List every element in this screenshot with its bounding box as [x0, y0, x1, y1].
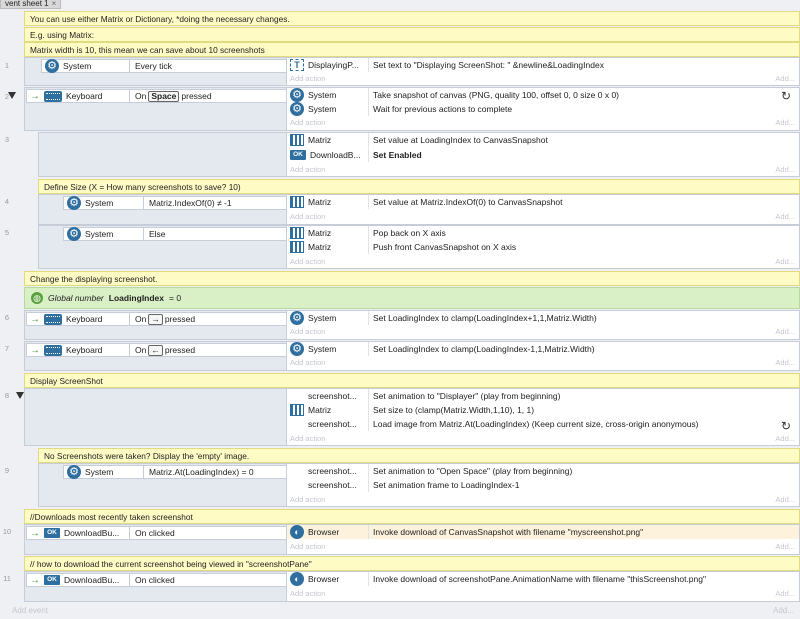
event-number: 6	[4, 313, 10, 322]
event-4[interactable]	[38, 194, 800, 225]
comment[interactable]: // how to download the current screenshot being viewed in "screenshotPane"	[24, 556, 800, 571]
condition-row[interactable]: ⚙ System Else	[63, 227, 287, 241]
event-10[interactable]	[24, 524, 800, 555]
add-more-link[interactable]: Add...	[773, 606, 794, 615]
sprite-icon	[290, 479, 304, 491]
action-row[interactable]: Matriz Pop back on X axis	[287, 226, 446, 240]
browser-icon: ◐	[290, 525, 304, 539]
tab-label: vent sheet 1	[5, 0, 49, 8]
trigger-arrow-icon: →	[30, 527, 40, 539]
condition-object: System	[63, 61, 92, 71]
event-6[interactable]	[24, 310, 800, 340]
trigger-arrow-icon: →	[30, 574, 40, 586]
comment[interactable]: E.g. using Matrix:	[24, 27, 800, 42]
condition-row[interactable]: → Keyboard On ← pressed	[26, 343, 287, 357]
event-number: 8	[4, 391, 10, 400]
add-action-link[interactable]: Add action Add...	[290, 118, 795, 127]
add-action-link[interactable]: Add action Add...	[290, 165, 795, 174]
condition-row[interactable]: → OK DownloadBu... On clicked	[26, 526, 287, 540]
system-gear-icon: ⚙	[45, 59, 59, 73]
trigger-arrow-icon: →	[30, 344, 40, 356]
system-gear-icon: ⚙	[67, 465, 81, 479]
action-row[interactable]: screenshot... Load image from Matriz.At(LoadingIndex) (Keep current size, cross-origin anonymous)	[287, 417, 699, 431]
action-text: Set text to "Displaying ScreenShot: " &newline&LoadingIndex	[373, 60, 604, 70]
action-row[interactable]: ⚙ System Set LoadingIndex to clamp(LoadingIndex-1,1,Matriz.Width)	[287, 342, 595, 356]
event-number: 9	[4, 466, 10, 475]
async-icon: ↻	[781, 419, 792, 433]
condition-row[interactable]	[41, 59, 287, 73]
action-row[interactable]: Matriz Set size to (clamp(Matriz.Width,1,10), 1, 1)	[287, 403, 534, 417]
action-row[interactable]: screenshot... Set animation to "Open Space" (play from beginning)	[287, 464, 572, 478]
sprite-icon	[290, 465, 304, 477]
matrix-grid-icon	[290, 404, 304, 416]
right-arrow-key-icon: →	[148, 314, 163, 325]
event-number: 1	[4, 61, 10, 70]
event-number: 7	[4, 344, 10, 353]
event-8[interactable]	[24, 388, 800, 446]
action-row[interactable]: Matriz Set value at Matriz.IndexOf(0) to CanvasSnapshot	[287, 195, 562, 209]
condition-object: Keyboard	[66, 91, 103, 101]
matrix-grid-icon	[290, 134, 304, 146]
add-event-link[interactable]: Add event	[12, 606, 49, 615]
event-number: 4	[4, 197, 10, 206]
trigger-arrow-icon: →	[30, 90, 40, 102]
action-row[interactable]: ⚙ System Set LoadingIndex to clamp(LoadingIndex+1,1,Matriz.Width)	[287, 311, 597, 325]
left-arrow-key-icon: ←	[148, 345, 163, 356]
space-key-icon: Space	[148, 91, 179, 102]
event-1[interactable]	[24, 57, 800, 86]
comment[interactable]: Display ScreenShot	[24, 373, 800, 388]
event-number: 10	[2, 527, 12, 536]
comment[interactable]: No Screenshots were taken? Display the 'empty' image.	[38, 448, 800, 463]
comment[interactable]: Change the displaying screenshot.	[24, 271, 800, 286]
comment[interactable]: You can use either Matrix or Dictionary, *doing the necessary changes.	[24, 11, 800, 26]
comment[interactable]: Matrix width is 10, this mean we can save about 10 screenshots	[24, 42, 800, 57]
condition-text: Every tick	[135, 61, 172, 71]
event-3[interactable]	[38, 132, 800, 177]
keyboard-icon	[44, 314, 62, 325]
action-row[interactable]: screenshot... Set animation to "Displayer" (play from beginning)	[287, 389, 560, 403]
action-row[interactable]: OK DownloadB... Set Enabled	[287, 148, 422, 162]
matrix-grid-icon	[290, 196, 304, 208]
event-2[interactable]	[24, 87, 800, 131]
add-action-link[interactable]: Add action Add...	[290, 589, 795, 598]
global-variable-name: LoadingIndex	[108, 293, 165, 303]
collapse-triangle-icon[interactable]	[16, 392, 24, 399]
event-7[interactable]	[24, 341, 800, 371]
async-wait-icon: ↻	[781, 89, 792, 103]
action-row[interactable]: screenshot... Set animation frame to LoadingIndex-1	[287, 478, 519, 492]
system-gear-icon: ⚙	[67, 196, 81, 210]
condition-row[interactable]: → Keyboard On → pressed	[26, 312, 287, 326]
event-number: 2	[4, 92, 10, 101]
sprite-icon	[290, 418, 304, 430]
comment[interactable]: //Downloads most recently taken screenshot	[24, 509, 800, 524]
action-object: DisplayingP...	[308, 60, 359, 70]
global-variable-row[interactable]: ◍ Global number LoadingIndex = 0	[24, 287, 800, 309]
comment[interactable]: Define Size (X = How many screenshots to save? 10)	[38, 179, 800, 194]
action-row[interactable]	[287, 58, 604, 72]
action-row[interactable]: Matriz Set value at LoadingIndex to CanvasSnapshot	[287, 133, 548, 147]
tab-event-sheet[interactable]	[0, 0, 61, 9]
system-gear-icon: ⚙	[290, 311, 304, 325]
event-number: 5	[4, 228, 10, 237]
tab-close-icon[interactable]: ×	[51, 0, 57, 8]
add-action-link[interactable]: Add action Add...	[290, 212, 795, 221]
text-object-icon: T	[290, 59, 304, 71]
condition-row[interactable]: ⚙ System Matriz.IndexOf(0) ≠ -1	[63, 196, 287, 210]
action-row[interactable]: ◐ Browser Invoke download of screenshotPane.AnimationName with filename "thisScreenshot.png"	[287, 572, 706, 586]
event-9[interactable]	[38, 463, 800, 507]
condition-row[interactable]: ⚙ System Matriz.At(LoadingIndex) = 0	[63, 465, 287, 479]
event-number: 11	[3, 574, 11, 583]
add-action-link[interactable]: Add action Add...	[290, 495, 795, 504]
keyboard-icon	[44, 91, 62, 102]
add-action-link[interactable]: Add action Add...	[290, 358, 795, 367]
keyboard-icon	[44, 345, 62, 356]
globe-icon: ◍	[31, 292, 43, 304]
add-action-link[interactable]: Add action Add...	[290, 434, 795, 443]
condition-row[interactable]: → Keyboard On Space pressed	[26, 89, 287, 103]
event-5[interactable]	[38, 225, 800, 269]
add-action-link[interactable]: Add action Add...	[290, 257, 795, 266]
event-number: 3	[4, 135, 10, 144]
event-11[interactable]	[24, 571, 800, 602]
add-action-link[interactable]: Add action Add...	[290, 74, 795, 83]
browser-icon: ◐	[290, 572, 304, 586]
button-ok-icon: OK	[44, 528, 60, 538]
sprite-icon	[290, 390, 304, 402]
condition-row[interactable]: → OK DownloadBu... On clicked	[26, 573, 287, 587]
action-row[interactable]: Matriz Push front CanvasSnapshot on X axis	[287, 240, 516, 254]
trigger-arrow-icon: →	[30, 313, 40, 325]
action-row[interactable]: ⚙ System Take snapshot of canvas (PNG, quality 100, offset 0, 0 size 0 x 0)	[287, 88, 619, 102]
matrix-grid-icon	[290, 227, 304, 239]
system-gear-icon: ⚙	[67, 227, 81, 241]
add-action-link[interactable]: Add action Add...	[290, 542, 795, 551]
add-action-link[interactable]: Add action Add...	[290, 327, 795, 336]
system-gear-icon: ⚙	[290, 342, 304, 356]
action-row[interactable]: ⚙ System Wait for previous actions to complete	[287, 102, 512, 116]
matrix-grid-icon	[290, 241, 304, 253]
action-row[interactable]: ◐ Browser Invoke download of CanvasSnapshot with filename "myscreenshot.png"	[287, 525, 799, 539]
system-gear-icon: ⚙	[290, 102, 304, 116]
button-ok-icon: OK	[290, 150, 306, 160]
button-ok-icon: OK	[44, 575, 60, 585]
system-gear-icon: ⚙	[290, 88, 304, 102]
